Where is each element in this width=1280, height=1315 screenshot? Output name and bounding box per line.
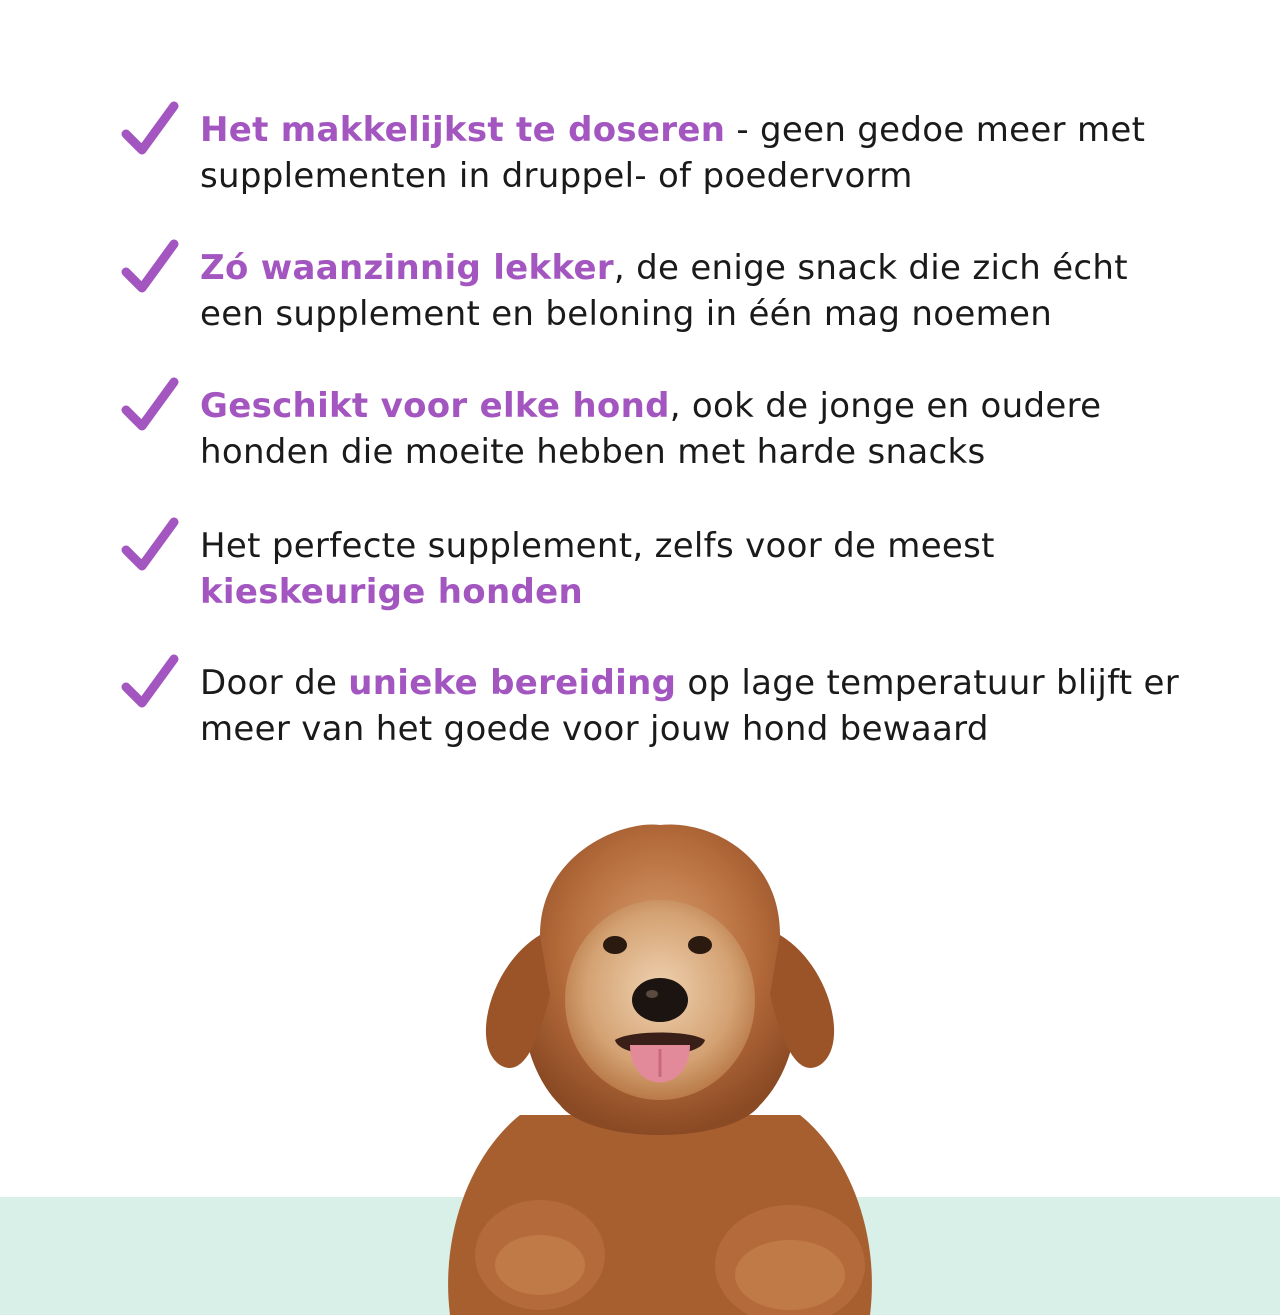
benefit-item-picky-dogs	[120, 516, 1220, 626]
check-icon	[120, 238, 180, 298]
check-icon	[120, 653, 180, 713]
benefit-text-before: Het perfecte supplement, zelfs voor de meest	[200, 526, 995, 566]
benefit-text-before: Door de	[200, 663, 349, 703]
benefit-highlight: Zó waanzinnig lekker	[200, 248, 614, 288]
benefit-highlight: kieskeurige honden	[200, 572, 583, 612]
check-icon	[120, 100, 180, 160]
benefit-text-after: - geen gedoe meer met supplementen in druppel- of poedervorm	[200, 110, 1146, 196]
benefit-text-after: , de enige snack die zich écht een supplement en beloning in één mag noemen	[200, 248, 1128, 334]
benefit-highlight: Geschikt voor elke hond	[200, 386, 670, 426]
benefit-text	[200, 107, 1200, 199]
benefit-text	[200, 523, 1200, 615]
benefit-text	[200, 660, 1200, 752]
dog-photo	[430, 815, 890, 1315]
benefit-highlight: Het makkelijkst te doseren	[200, 110, 726, 150]
benefit-item-taste	[120, 238, 1220, 348]
benefit-text	[200, 245, 1200, 337]
benefit-highlight: unieke bereiding	[348, 663, 677, 703]
benefit-item-preparation	[120, 653, 1220, 763]
benefit-text-after: op lage temperatuur blijft er meer van het goede voor jouw hond bewaard	[200, 663, 1180, 749]
check-icon	[120, 516, 180, 576]
benefit-text	[200, 383, 1200, 475]
benefit-item-dosing	[120, 100, 1220, 210]
benefit-text-after: , ook de jonge en oudere honden die moeite hebben met harde snacks	[200, 386, 1102, 472]
check-icon	[120, 376, 180, 436]
benefit-item-every-dog	[120, 376, 1220, 486]
